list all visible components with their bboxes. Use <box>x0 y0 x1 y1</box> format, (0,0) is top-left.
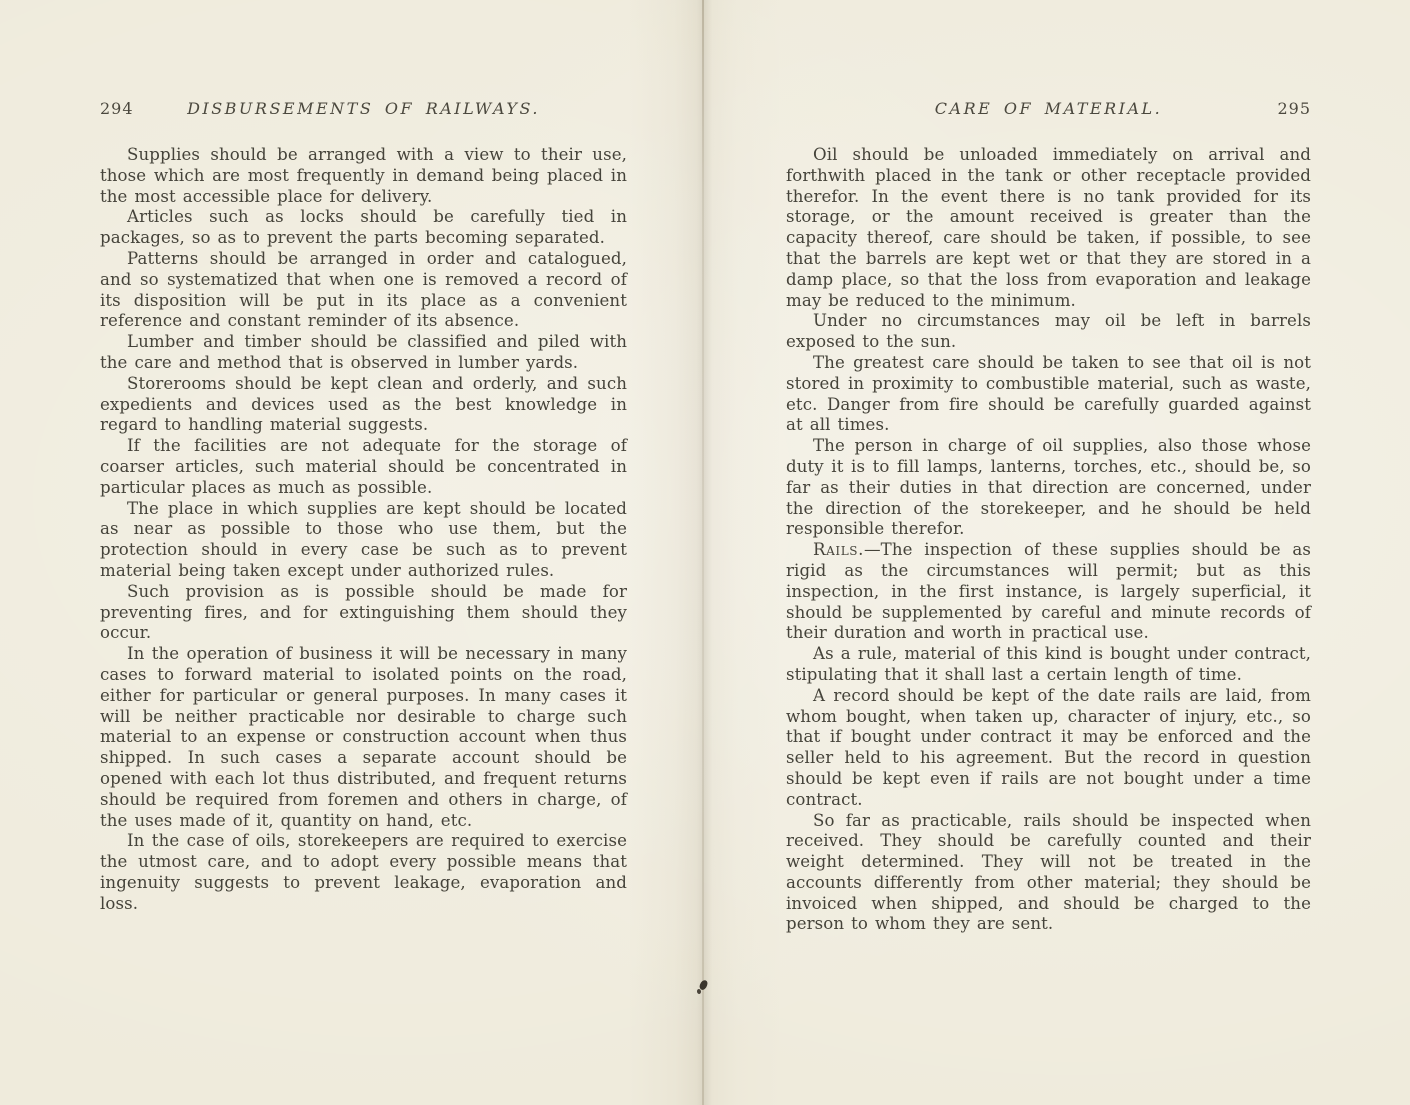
left-page-body <box>100 145 627 914</box>
left-page-header <box>100 99 627 121</box>
left-page <box>0 0 700 1105</box>
right-page-body <box>786 145 1311 935</box>
paragraph: The person in charge of oil supplies, also those whose duty it is to fill lamps, lanterns, torches, etc., should be, so far as their duties in that direction are concerned, under the direction of the storekeeper, and he should be held responsible therefor. <box>786 436 1311 539</box>
paragraph: The greatest care should be taken to see that oil is not stored in proximity to combustible material, such as waste, etc. Danger from fire should be carefully guarded against at all times. <box>786 352 1311 435</box>
paragraph: In the operation of business it will be necessary in many cases to forward material to isolated points on the road, either for particular or general purposes. In many cases it will be neither practicable nor desirable to charge such material to an expense or construction account when thus shipped. In such cases a separate account should be opened with each lot thus distributed, and frequent returns should be required from foremen and others in charge, of the uses made of it, quantity on hand, etc. <box>100 644 627 830</box>
rails-sidehead: Rails. <box>813 540 864 560</box>
paragraph: The place in which supplies are kept should be located as near as possible to those who use them, but the protection should in every case be such as to prevent material being taken except under authorized rules. <box>100 498 627 580</box>
paragraph: Under no circumstances may oil be left in barrels exposed to the sun. <box>786 311 1311 352</box>
paragraph: Patterns should be arranged in order and catalogued, and so systematized that when one is removed a record of its disposition will be put in its place as a convenient reference and constant reminder of its absence. <box>100 248 627 331</box>
right-page <box>710 0 1410 1105</box>
right-page-header <box>786 99 1311 121</box>
left-running-title: DISBURSEMENTS OF RAILWAYS. <box>187 99 540 118</box>
ink-speck-small <box>697 989 702 995</box>
paragraph: A record should be kept of the date rails are laid, from whom bought, when taken up, character of injury, etc., so that if bought under contract it may be enforced and the seller held to his agreement. But the record in question should be kept even if rails are not bought under a time contract. <box>786 685 1311 809</box>
paragraph: Supplies should be arranged with a view to their use, those which are most frequently in demand being placed in the most accessible place for delivery. <box>100 145 627 206</box>
gutter-crease-line <box>702 0 704 1105</box>
paragraph: Lumber and timber should be classified and piled with the care and method that is observed in lumber yards. <box>100 332 627 372</box>
paragraph: So far as practicable, rails should be inspected when received. They should be carefully counted and their weight determined. They will not be treated in the accounts differently from other material; they should be invoiced when shipped, and should be charged to the person to whom they are sent. <box>786 810 1311 934</box>
paragraph: Such provision as is possible should be made for preventing fires, and for extinguishing them should they occur. <box>100 581 627 643</box>
left-page-number: 294 <box>100 99 134 118</box>
paragraph: Storerooms should be kept clean and orderly, and such expedients and devices used as the best knowledge in regard to handling material suggests. <box>100 373 627 435</box>
right-running-title: CARE OF MATERIAL. <box>934 99 1163 118</box>
paragraph: Rails.—The inspection of these supplies should be as rigid as the circumstances will permit; but as this inspection, in the first instance, is largely superficial, it should be supplemented by careful and minute records of their duration and worth in practical use. <box>786 540 1311 643</box>
paragraph: In the case of oils, storekeepers are required to exercise the utmost care, and to adopt every possible means that ingenuity suggests to prevent leakage, evaporation and loss. <box>100 831 627 913</box>
paragraph: Articles such as locks should be carefully tied in packages, so as to prevent the parts becoming separated. <box>100 207 627 248</box>
right-page-number: 295 <box>1277 99 1311 118</box>
paragraph: As a rule, material of this kind is bought under contract, stipulating that it shall last a certain length of time. <box>786 644 1311 684</box>
paragraph: If the facilities are not adequate for the storage of coarser articles, such material should be concentrated in particular places as much as possible. <box>100 436 627 497</box>
paragraph: Oil should be unloaded immediately on arrival and forthwith placed in the tank or other receptacle provided therefor. In the event there is no tank provided for its storage, or the amount received is greater than the capacity thereof, care should be taken, if possible, to see that the barrels are kept wet or that they are stored in a damp place, so that the loss from evaporation and leakage may be reduced to the minimum. <box>786 145 1311 310</box>
